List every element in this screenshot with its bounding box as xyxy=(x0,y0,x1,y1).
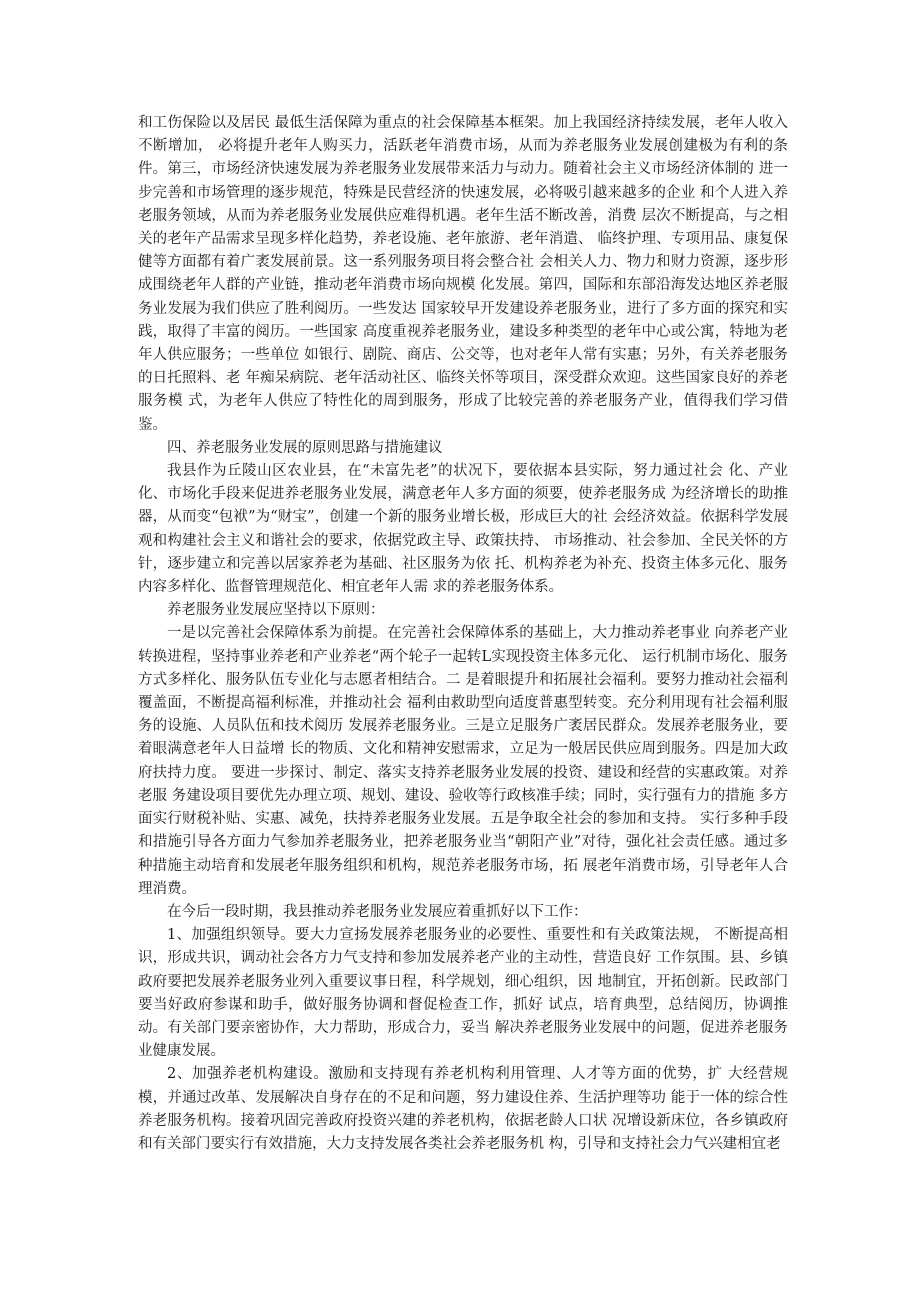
paragraph-work-intro: 在今后一段时期，我县推动养老服务业发展应着重抓好以下工作： xyxy=(167,903,588,920)
paragraph-item-1-leadership: 1、加强组织领导。要大力宣扬发展养老服务业的必要性、重要性和有关政策法规， 不断提高相识，形成共识，调动社会各方力气支持和参加发展养老产业的主动性，营造良好 工作氛围。县、乡镇政府要把发展养老服务业列入重要议事日程，科学规划，细心组织，因 地制宜，开拓创新。民政部门要当好政府参谋和助手，做好服务协调和督促检查工作，抓好 试点，培育典型，总结阅历，协调推动。有关部门要亲密协作，大力帮助，形成合力，妥当 解决养老服务业发展中的问题，促进养老服务业健康发展。 xyxy=(138,927,788,1060)
section-heading-principles: 四、养老服务业发展的原则思路与措施建议 xyxy=(167,439,443,456)
paragraph-principles-list: 一是以完善社会保障体系为前提。在完善社会保障体系的基础上，大力推动养老事业 向养老产业转换进程，坚持事业养老和产业养老“两个轮子一起转L实现投资主体多元化、 运行机制市场化、服务方式多样化、服务队伍专业化与志愿者相结合。二 是着眼提升和拓展社会福利。要努力推动社会福利覆盖面，不断提高福利标准，并推动社会 福利由救助型向适度普惠型转变。充分利用现有社会福利服务的设施、人员队伍和技术阅历 发展养老服务业。三是立足服务广袤居民群众。发展养老服务业，要着眼满意老年人日益增 长的物质、文化和精神安慰需求，立足为一般居民供应周到服务。四是加大政府扶持力度。 要进一步探讨、制定、落实支持养老服务业发展的投资、建设和经营的实惠政策。对养老服 务建设项目要优先办理立项、规划、建设、验收等行政核准手续；同时，实行强有力的措施 多方面实行财税补贴、实惠、减免，扶持养老服务业发展。五是争取全社会的参加和支持。 实行多种手段和措施引导各方面力气参加养老服务业，把养老服务业当“朝阳产业”对待，强化社会责任感。通过多种措施主动培育和发展老年服务组织和机构，规范养老服务市场，拓 展老年消费市场，引导老年人合理消费。 xyxy=(138,625,788,897)
paragraph-social-security-background: 和工伤保险以及居民 最低生活保障为重点的社会保障基本框架。加上我国经济持续发展，老年人收入不断增加， 必将提升老年人购买力，活跃老年消费市场，从而为养老服务业发展创建极为有利的条件。第三，市场经济快速发展为养老服务业发展带来活力与动力。随着社会主义市场经济体制的 进一步完善和市场管理的逐步规范，特殊是民营经济的快速发展，必将吸引越来越多的企业 和个人进入养老服务领域，从而为养老服务业发展供应难得机遇。老年生活不断改善，消费 层次不断提高，与之相关的老年产品需求呈现多样化趋势，养老设施、老年旅游、老年消遣、 临终护理、专项用品、康复保健等方面都有着广袤发展前景。这一系列服务项目将会整合社 会相关人力、物力和财力资源，逐步形成围绕老年人群的产业链，推动老年消费市场向规模 化发展。第四，国际和东部沿海发达地区养老服务业发展为我们供应了胜利阅历。一些发达 国家较早开发建设养老服务业，进行了多方面的探究和实践，取得了丰富的阅历。一些国家 高度重视养老服务业，建设多种类型的老年中心或公寓，特地为老年人供应服务；一些单位 如银行、剧院、商店、公交等，也对老年人常有实惠；另外，有关养老服务的日托照料、老 年痴呆病院、老年活动社区、临终关怀等项目，深受群众欢迎。这些国家良好的养老服务模 式，为老年人供应了特性化的周到服务，形成了比较完善的养老服务产业，值得我们学习借 鉴。 xyxy=(138,115,788,433)
paragraph-principles-intro: 养老服务业发展应坚持以下原则： xyxy=(167,602,385,619)
paragraph-county-overview: 我县作为丘陵山区农业县，在“未富先老”的状况下，要依据本县实际，努力通过社会 化、产业化、市场化手段来促进养老服务业发展，满意老年人多方面的须要，使养老服务成 为经济增长的助推器，从而变“包袱”为“财宝”，创建一个新的服务业增长极，形成巨大的社 会经济效益。依据科学发展观和构建社会主义和谐社会的要求，依据党政主导、政策扶持、 市场推动、社会参加、全民关怀的方针，逐步建立和完善以居家养老为基础、社区服务为依 托、机构养老为补充、投资主体多元化、服务内容多样化、监督管理规范化、相宜老年人需 求的养老服务体系。 xyxy=(138,463,788,596)
paragraph-item-2-institutions: 2、加强养老机构建设。激励和支持现有养老机构利用管理、人才等方面的优势，扩 大经营规模，并通过改革、发展解决自身存在的不足和问题，努力建设住养、生活护理等功 能于一体的综合性养老服务机构。接着巩固完善政府投资兴建的养老机构，依据老龄人口状 况增设新床位，各乡镇政府和有关部门要实行有效措施，大力支持发展各类社会养老服务机 构，引导和支持社会力气兴建相宜老 xyxy=(138,1066,788,1152)
document-body xyxy=(138,112,788,1156)
